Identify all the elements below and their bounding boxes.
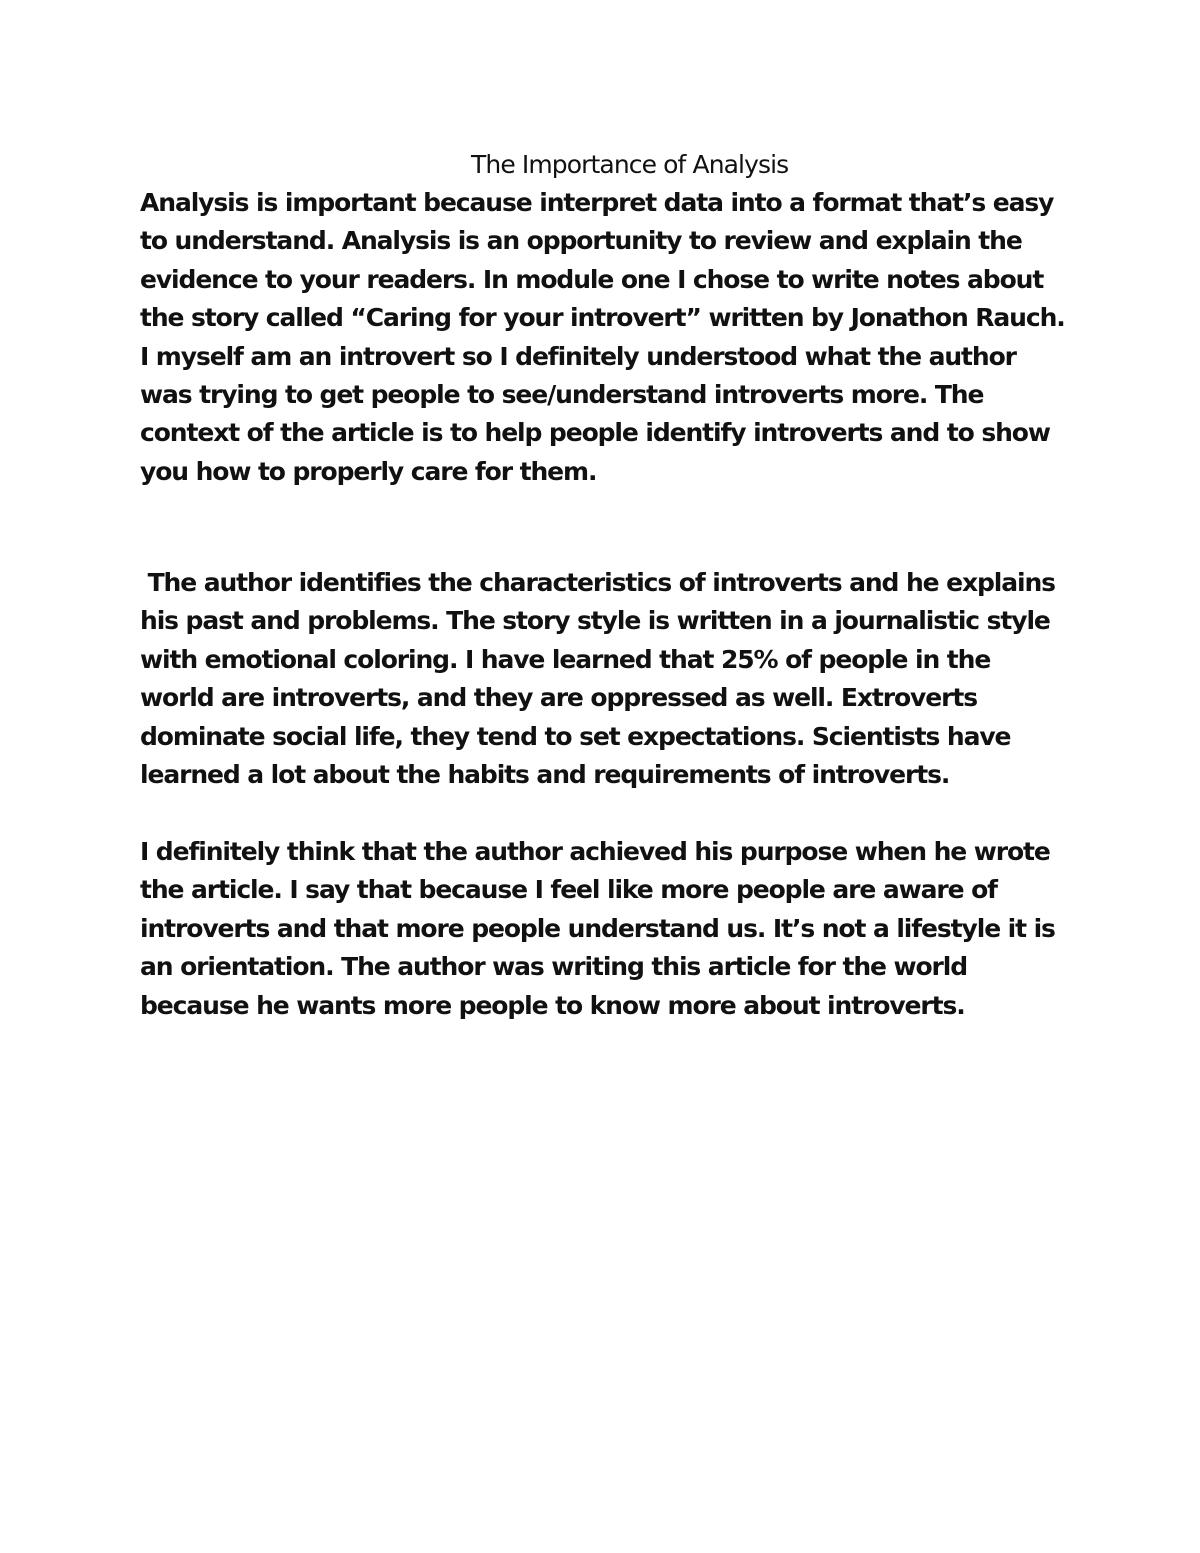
text-line: with emotional coloring. I have learned that 25% of people in the — [140, 644, 991, 674]
text-line: was trying to get people to see/understand introverts more. The — [140, 380, 984, 410]
text-line: you how to properly care for them. — [140, 456, 597, 486]
document-title: The Importance of Analysis — [471, 150, 789, 179]
text-line: the article. I say that because I feel like more people are aware of — [140, 875, 997, 905]
paragraph-2 — [140, 564, 1055, 794]
text-line: introverts and that more people understand us. It’s not a lifestyle it is — [140, 913, 1055, 943]
text-line: because he wants more people to know more about introverts. — [140, 990, 965, 1020]
text-line: an orientation. The author was writing this article for the world — [140, 952, 968, 982]
paragraph-1 — [140, 184, 1065, 491]
text-line: to understand. Analysis is an opportunity to review and explain the — [140, 226, 1022, 256]
text-line: his past and problems. The story style is written in a journalistic style — [140, 606, 1050, 636]
text-line: Analysis is important because interpret data into a format that’s easy — [140, 188, 1054, 217]
text-line: learned a lot about the habits and requirements of introverts. — [140, 760, 950, 790]
text-line: evidence to your readers. In module one I chose to write notes about — [140, 264, 1044, 294]
text-line: I myself am an introvert so I definitely understood what the author — [140, 341, 1016, 371]
text-line: the story called “Caring for your introvert” written by Jonathon Rauch. — [140, 303, 1065, 333]
paragraph-3 — [140, 833, 1055, 1025]
text-line: The author identifies the characteristics of introverts and he explains — [140, 568, 1055, 597]
text-line: world are introverts, and they are oppressed as well. Extroverts — [140, 683, 977, 713]
text-line: I definitely think that the author achieved his purpose when he wrote — [140, 837, 1050, 866]
text-line: context of the article is to help people identify introverts and to show — [140, 418, 1050, 448]
text-line: dominate social life, they tend to set expectations. Scientists have — [140, 721, 1011, 751]
